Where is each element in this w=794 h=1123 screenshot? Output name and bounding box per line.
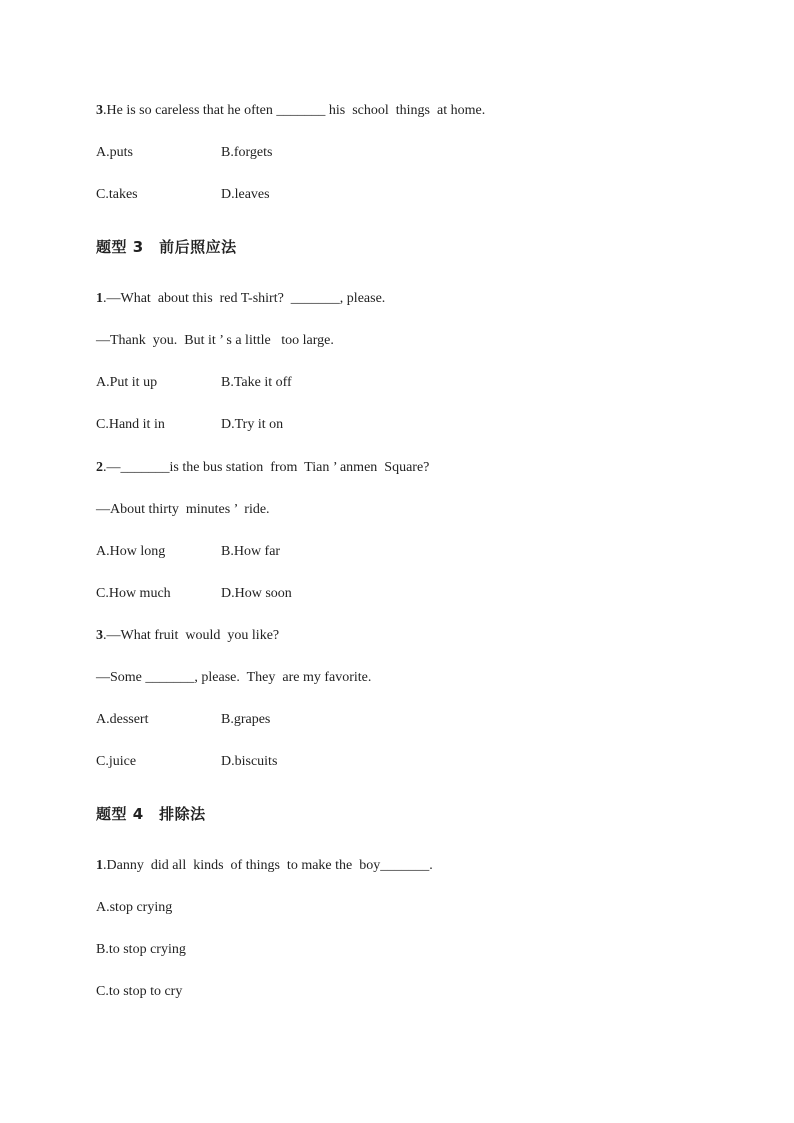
s3-question-2-stem	[96, 459, 429, 477]
option-d: D.Try it on	[221, 417, 284, 432]
option-c: C.How much	[96, 586, 171, 601]
s3-question-3-stem	[96, 627, 279, 645]
s3-question-3-reply: —Some _______, please. They are my favorite.	[96, 670, 372, 685]
question-number: 1	[96, 858, 103, 873]
question-text: .—_______is the bus station from Tian ’ anmen Square?	[103, 460, 430, 475]
s3-question-2-reply: —About thirty minutes ’ ride.	[96, 502, 270, 517]
question-text: .—What fruit would you like?	[103, 628, 280, 643]
option-a: A.puts	[96, 145, 133, 160]
question-text: .Danny did all kinds of things to make the boy_______.	[103, 858, 433, 873]
option-c: C.Hand it in	[96, 417, 165, 432]
question-number: 1	[96, 291, 103, 306]
option-a: A.dessert	[96, 712, 149, 727]
option-b: B.Take it off	[221, 375, 292, 390]
option-c: C.takes	[96, 187, 138, 202]
question-number: 2	[96, 460, 103, 475]
question-text: .—What about this red T-shirt? _______, please.	[103, 291, 386, 306]
s3-question-1-reply: —Thank you. But it ’ s a little too large.	[96, 333, 334, 348]
option-d: D.How soon	[221, 586, 292, 601]
option-c: C.to stop to cry	[96, 984, 183, 999]
option-b: B.to stop crying	[96, 942, 186, 957]
option-a: A.Put it up	[96, 375, 158, 390]
option-a: A.stop crying	[96, 900, 173, 915]
section-3-heading: 题型 3 前后照应法	[96, 238, 237, 256]
question-number: 3	[96, 103, 103, 118]
s3-question-1-stem	[96, 290, 385, 308]
option-d: D.leaves	[221, 187, 270, 202]
question-text: .He is so careless that he often _______ his school things at home.	[103, 103, 486, 118]
option-a: A.How long	[96, 544, 166, 559]
section-4-heading: 题型 4 排除法	[96, 805, 206, 823]
option-b: B.How far	[221, 544, 281, 559]
s4-question-1-stem	[96, 857, 433, 875]
option-c: C.juice	[96, 754, 137, 769]
option-d: D.biscuits	[221, 754, 278, 769]
option-b: B.forgets	[221, 145, 273, 160]
option-b: B.grapes	[221, 712, 271, 727]
question-number: 3	[96, 628, 103, 643]
question-3-stem	[96, 102, 485, 120]
